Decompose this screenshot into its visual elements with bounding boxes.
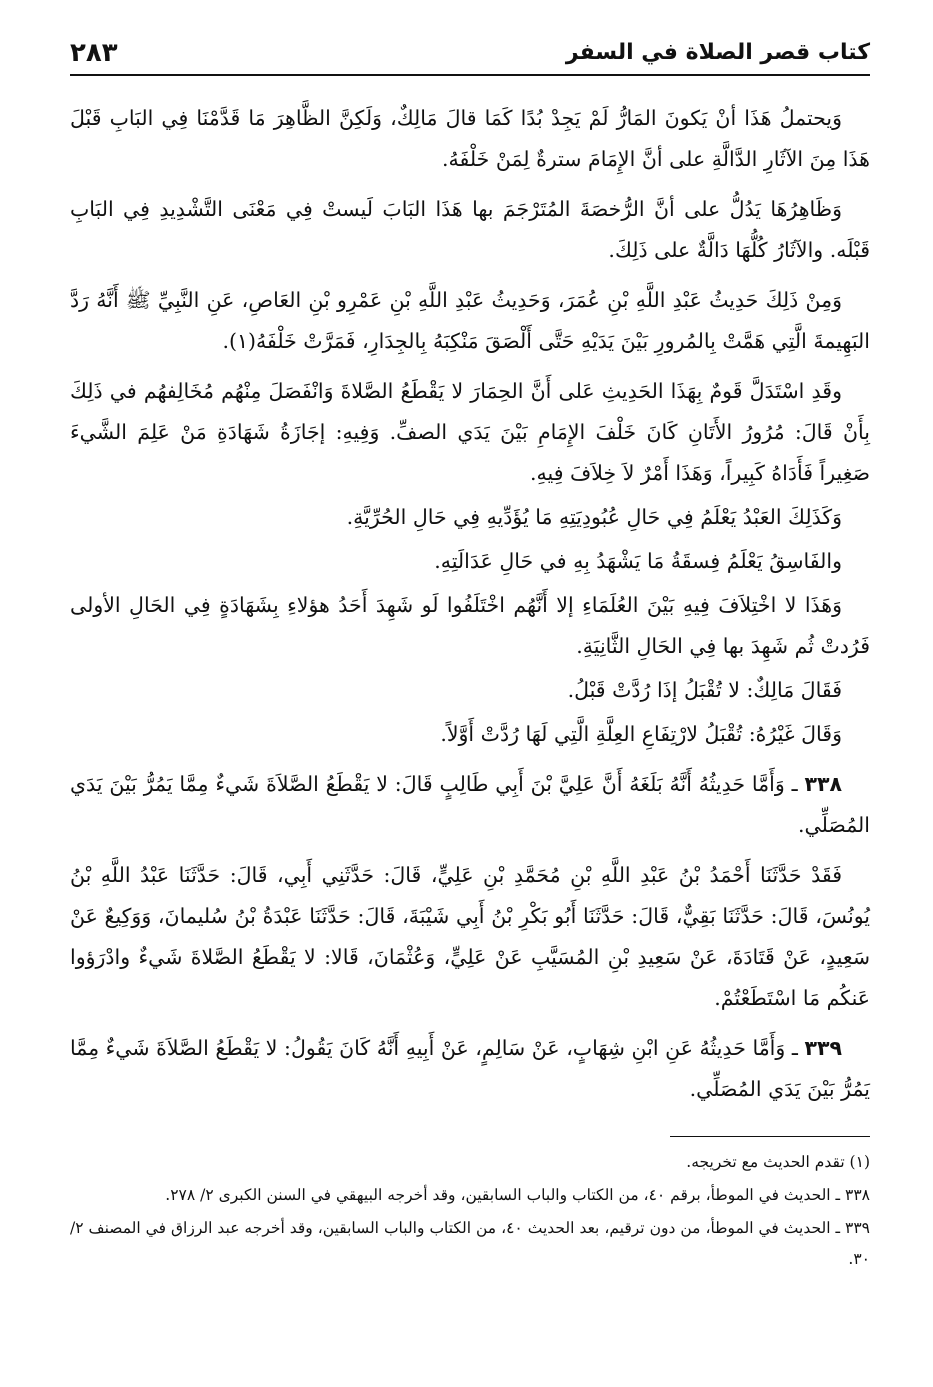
- footnote-1: (١) تقدم الحديث مع تخريجه.: [686, 1153, 870, 1171]
- hadith-338-text: ـ وَأَمَّا حَدِيثُهُ أَنَّهُ بَلَغَهُ أَنَّ عَلِيَّ بْنَ أَبِي طَالِبٍ قَالَ: لا يَقْطَعُ الصَّلاَةَ شَيءٌ مِمَّا يَمُرُّ بَيْنَ يَدَي المُصَلِّي.: [70, 772, 870, 837]
- page-number: ٢٨٣: [70, 38, 118, 68]
- book-page: [70, 28, 870, 1368]
- paragraph-4: وقَدِ اسْتَدَلَّ قَومٌ بِهَذَا الحَدِيثِ عَلى أَنَّ الحِمَارَ لا يَقْطَعُ الصَّلاةَ وَانْفَصَلَ مِنْهُم مُخَالِفهُم في ذَلِكَ بِأَنْ قَالَ: مُرُورُ الأَتَانِ كَانَ خَلْفَ الإِمَامِ بَيْنَ يَدَي الصفِّ. وَفِيهِ: إجَازَةُ شَهَادَةِ مَنْ عَلِمَ الشَّيءَ صَغِيراً فَأَدَاهُ كَبِيراً، وَهَذَا أَمْرٌ لاَ خِلاَفَ فِيهِ.: [70, 379, 870, 485]
- footnote-339: ٣٣٩ ـ الحديث في الموطأ، من دون ترقيم، بعد الحديث ٤٠، من الكتاب والباب السابقين، وقد أخرجه عبد الرزاق في المصنف ٢/ ٣٠.: [70, 1219, 871, 1268]
- paragraph-1: وَيحتملُ هَذَا أنْ يَكونَ المَارُّ لَمْ يَجِدْ بُدًا كَمَا قالَ مَالِكٌ، وَلَكِنَّ الظَّاهِرَ مَا قَدَّمْنَا فِي البَابِ قَبْلَ هَذَا مِنَ الآثَارِ الدَّالَّةِ على أنَّ الإِمَامَ سترةٌ لِمَنْ خَلْفَهُ.: [70, 106, 870, 171]
- page-body: [70, 98, 870, 1110]
- hadith-338-isnad: فَقَدْ حَدَّثَنَا أَحْمَدُ بْنُ عَبْدِ اللَّهِ بْنِ مُحَمَّدِ بْنِ عَلِيٍّ، قَالَ: حَدَّثَنِي أَبِي، قَالَ: حَدَّثَنَا عَبْدُ اللَّهِ بْنُ يُونُسَ، قَالَ: حَدَّثَنَا بَقِيٌّ، قَالَ: حَدَّثَنَا أَبُو بَكْرِ بْنُ أَبِي شَيْبَةَ، قَالَ: حَدَّثَنَا عَبْدَةُ بْنُ سُليمانَ، وَوَكِيعٌ عَنْ سَعِيدٍ، عَنْ قَتَادَةَ، عَنْ سَعِيدِ بْنِ المُسَيَّبِ عَنْ عَلِيٍّ، وَعُثْمَانَ، قَالا: لا يَقْطَعُ الصَّلاةَ شَيءٌ وادْرَؤوا عَنكُم مَا اسْتَطَعْتُمْ.: [70, 863, 870, 1010]
- paragraph-7: وَهَذَا لا اخْتِلاَفَ فِيهِ بَيْنَ العُلَمَاءِ إلا أَنَّهُم اخْتَلَفُوا لَو شَهِدَ أَحَدُ هؤلاءِ بِشَهَادَةٍ فِي الحَالِ الأولى فَرُدتْ ثُم شَهِدَ بها فِي الحَالِ الثَّانِيَةِ.: [70, 593, 870, 658]
- hadith-339-text: ـ وَأَمَّا حَدِيثُهُ عَنِ ابْنِ شِهَابٍ، عَنْ سَالِمٍ، عَنْ أَبِيهِ أَنَّهُ كَانَ يَقُولُ: لا يَقْطَعُ الصَّلاَةَ شَيءٌ مِمَّا يَمُرُّ بَيْنَ يَدَي المُصَلِّي.: [70, 1036, 870, 1101]
- paragraph-3: وَمِنْ ذَلِكَ حَدِيثُ عَبْدِ اللَّهِ بْنِ عُمَرَ، وَحَدِيثُ عَبْدِ اللَّهِ بْنِ عَمْرِو بْنِ العَاصِ، عَنِ النَّبِيِّ ﷺ أَنَّهُ رَدَّ البَهِيمةَ الَّتِي هَمَّتْ بِالمُرورِ بَيْنَ يَدَيْهِ حَتَّى أَلْصَقَ مَنْكِبَهُ بِالجِدَارِ، فَمَرَّتْ خَلْفَهُ(١).: [70, 288, 870, 353]
- paragraph-6: والفَاسِقُ يَعْلَمُ فِسقَةُ مَا يَشْهَدُ بِهِ في حَالِ عَدَالَتِهِ.: [434, 549, 842, 573]
- hadith-338-number: ٣٣٨: [804, 772, 842, 796]
- page-header: [70, 28, 870, 76]
- hadith-339: [70, 1028, 870, 1110]
- paragraph-2: وَظَاهِرُهَا يَدُلُّ على أنَّ الرُّخصَةَ المُتَرْجَمَ بها هَذَا البَابَ لَيستْ فِي مَعْنَى التَّشْدِيدِ فِي البَابِ قَبْلَه. والآثَارُ كُلُّهَا دَالَّةٌ على ذَلِكَ.: [70, 197, 870, 262]
- paragraph-9: وَقَالَ غَيْرُهُ: تُقْبَلُ لارْتِفَاعِ العِلَّةِ الَّتِي لَهَا رُدَّتْ أَوَّلاً.: [440, 722, 842, 746]
- footnotes: [70, 1147, 870, 1275]
- hadith-339-number: ٣٣٩: [804, 1036, 842, 1060]
- running-title: كتاب قصر الصلاة في السفر: [565, 40, 870, 65]
- paragraph-5: وَكَذَلِكَ العَبْدُ يَعْلَمُ فِي حَالِ عُبُودِيَتِهِ مَا يُؤَدِّيهِ فِي حَالِ الحُرِّيَّةِ.: [346, 505, 842, 529]
- footnote-338: ٣٣٨ ـ الحديث في الموطأ، برقم ٤٠، من الكتاب والباب السابقين، وقد أخرجه البيهقي في السنن الكبرى ٢/ ٢٧٨.: [165, 1186, 870, 1204]
- paragraph-8: فَقَالَ مَالِكٌ: لا تُقْبَلُ إذَا رُدَّتْ قَبْلُ.: [567, 678, 842, 702]
- hadith-338: [70, 764, 870, 846]
- footnote-divider: [670, 1136, 870, 1137]
